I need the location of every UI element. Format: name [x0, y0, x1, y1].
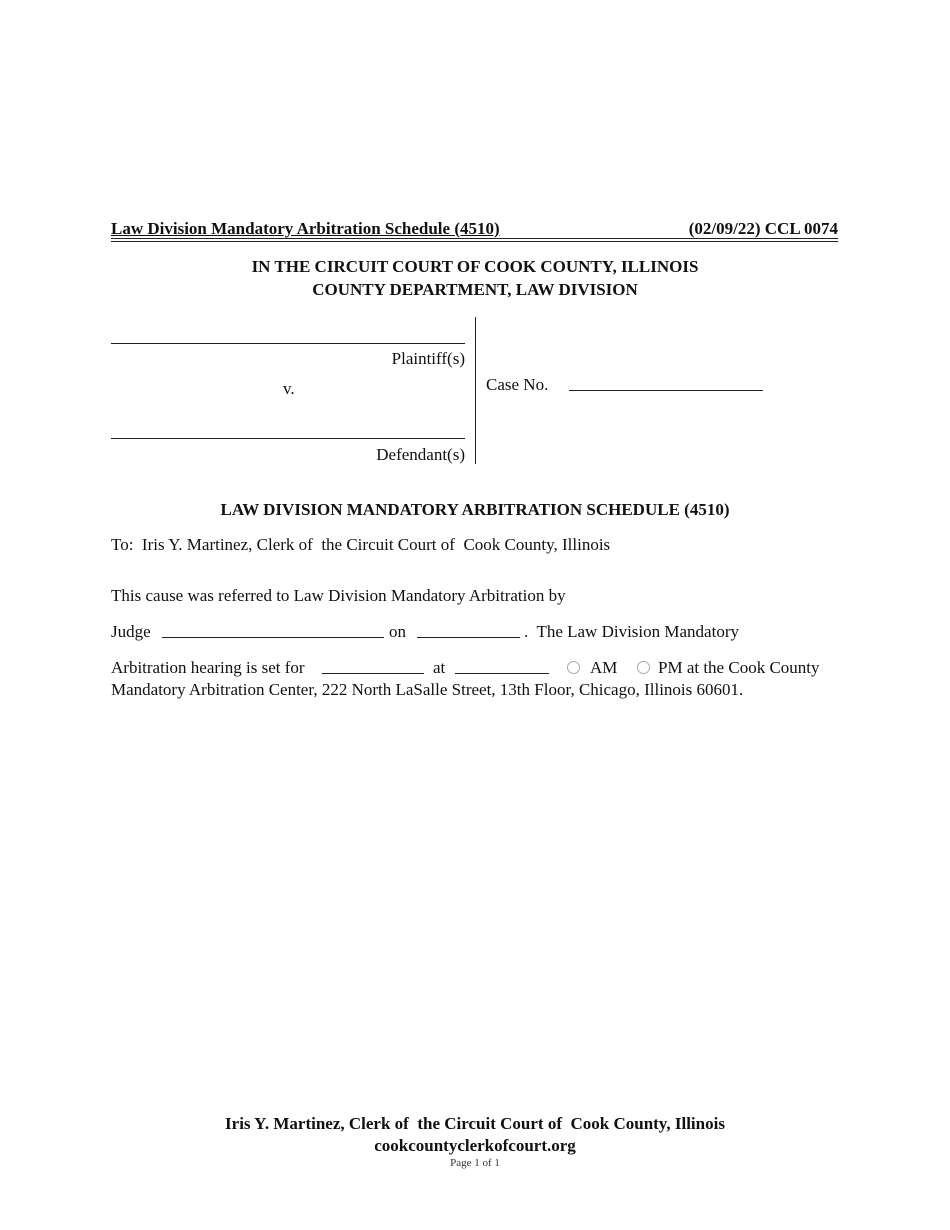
header-rule	[111, 241, 838, 242]
footer-website: cookcountyclerkofcourt.org	[374, 1136, 576, 1155]
defendant-label: Defendant(s)	[376, 445, 465, 464]
to-line: To: Iris Y. Martinez, Clerk of the Circuit Court of Cook County, Illinois	[111, 535, 611, 554]
court-department: COUNTY DEPARTMENT, LAW DIVISION	[312, 280, 638, 299]
header-rule	[111, 238, 838, 239]
versus-label: v.	[283, 379, 295, 398]
referral-date-field[interactable]	[417, 637, 520, 638]
hearing-date-field[interactable]	[322, 673, 424, 674]
hearing-label: Arbitration hearing is set for	[111, 658, 305, 677]
pm-label: PM at the Cook County	[658, 658, 820, 677]
judge-label: Judge	[111, 622, 151, 641]
form-title: Law Division Mandatory Arbitration Schedule (4510)	[111, 219, 500, 238]
plaintiff-field[interactable]	[111, 343, 465, 344]
hearing-time-field[interactable]	[455, 673, 549, 674]
form-heading: LAW DIVISION MANDATORY ARBITRATION SCHEDULE (4510)	[220, 500, 730, 519]
location-text: Mandatory Arbitration Center, 222 North LaSalle Street, 13th Floor, Chicago, Illinois 60601.	[111, 680, 744, 699]
caption-divider	[475, 317, 476, 464]
judge-field[interactable]	[162, 637, 384, 638]
at-label: at	[433, 658, 446, 677]
case-no-label: Case No.	[486, 375, 549, 394]
defendant-field[interactable]	[111, 438, 465, 439]
on-label: on	[389, 622, 406, 641]
footer-clerk: Iris Y. Martinez, Clerk of the Circuit Court of Cook County, Illinois	[225, 1114, 725, 1133]
plaintiff-label: Plaintiff(s)	[391, 349, 465, 368]
mandatory-text: . The Law Division Mandatory	[524, 622, 739, 641]
page-number: Page 1 of 1	[450, 1157, 500, 1169]
am-label: AM	[590, 658, 618, 677]
form-code: (02/09/22) CCL 0074	[688, 219, 838, 238]
case-no-field[interactable]	[569, 390, 763, 391]
am-radio[interactable]	[567, 661, 580, 674]
pm-radio[interactable]	[637, 661, 650, 674]
court-name: IN THE CIRCUIT COURT OF COOK COUNTY, ILLINOIS	[251, 257, 699, 276]
referred-text: This cause was referred to Law Division Mandatory Arbitration by	[111, 586, 566, 605]
